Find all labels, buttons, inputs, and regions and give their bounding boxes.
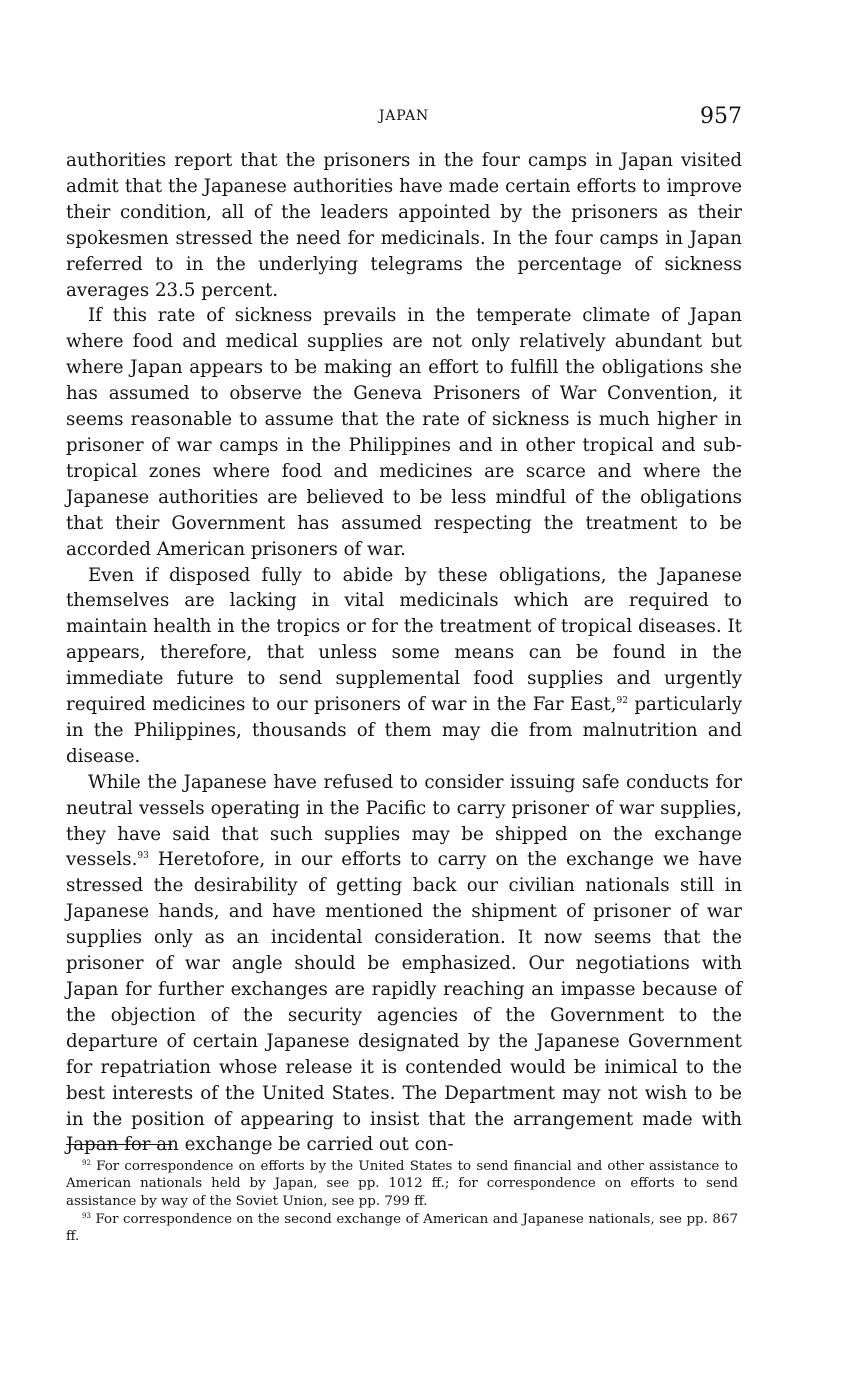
- paragraph-medicinals: [66, 563, 742, 770]
- footnote-text: For correspondence on the second exchange of American and Japanese nationals, see pp. 867 ff.: [66, 1211, 738, 1245]
- body-text: [66, 148, 742, 1158]
- paragraph-text: particularly in the Philippines, thousands of them may die from malnutrition and disease.: [66, 694, 742, 767]
- paragraph-text: Even if disposed fully to abide by these obligations, the Japanese themselves are lacking in vital medicinals which are required to maintain health in the tropics or for the treatment of tropical diseases. It appears, therefore, that unless some means can be found in the immediate future to send supplemental food supplies and urgently required medicines to our prisoners of war in the Far East,: [66, 564, 742, 716]
- footnote-mark: 92: [82, 1159, 91, 1167]
- footnote-text: For correspondence on efforts by the United States to send financial and other assistance to American nationals held by Japan, see pp. 1012 ff.; for correspondence on efforts to send assistance by way of the Soviet Union, see pp. 799 ff.: [66, 1159, 738, 1209]
- running-head: [66, 104, 742, 134]
- footnote-mark: 93: [82, 1211, 91, 1220]
- paragraph-exchange-vessels: [66, 770, 742, 1159]
- footnote-92: [66, 1158, 738, 1210]
- footnote-reference-92[interactable]: 92: [616, 696, 628, 707]
- footnotes: [66, 1158, 738, 1246]
- paragraph-text: While the Japanese have refused to consider issuing safe conducts for neutral vessels operating in the Pacific to carry prisoner of war supplies, they have said that such supplies may be shipped on the exchange vessels.: [66, 771, 742, 871]
- paragraph-sickness-rate: If this rate of sickness prevails in the temperate climate of Japan where food and medical supplies are not only relatively abundant but where Japan appears to be making an effort to fulfill the obligations she has assumed to observe the Geneva Prisoners of War Convention, it seems reasonable to assume that the rate of sickness is much higher in prisoner of war camps in the Philippines and in other tropical and sub-tropical zones where food and medicines are scarce and where the Japanese authorities are believed to be less mindful of the obligations that their Government has assumed respecting the treatment to be accorded American prisoners of war.: [66, 305, 742, 560]
- paragraph-text: Heretofore, in our efforts to carry on the exchange we have stressed the desirability of getting back our civilian nationals still in Japanese hands, and have mentioned the shipment of prisoner of war supplies only as an incidental consideration. It now seems that the prisoner of war angle should be emphasized. Our negotiations with Japan for further exchanges are rapidly reaching an impasse because of the objection of the security agencies of the Government to the departure of certain Japanese designated by the Japanese Government for repatriation whose release it is contended would be inimical to the best interests of the United States. The Department may not wish to be in the position of appearing to insist that the arrangement made with Japan for an exchange be carried out con-: [66, 849, 742, 1156]
- paragraph-continued: authorities report that the prisoners in the four camps in Japan visited admit that the Japanese authorities have made certain efforts to improve their condition, all of the leaders appointed by the prisoners as their spokesmen stressed the need for medicinals. In the four camps in Japan referred to in the underlying telegrams the percentage of sickness averages 23.5 percent.: [66, 150, 742, 301]
- page-number: 957: [700, 104, 742, 129]
- running-title: JAPAN: [378, 108, 430, 124]
- footnote-divider: [66, 1144, 172, 1145]
- footnote-reference-93[interactable]: 93: [137, 851, 149, 862]
- footnote-93: [66, 1211, 738, 1246]
